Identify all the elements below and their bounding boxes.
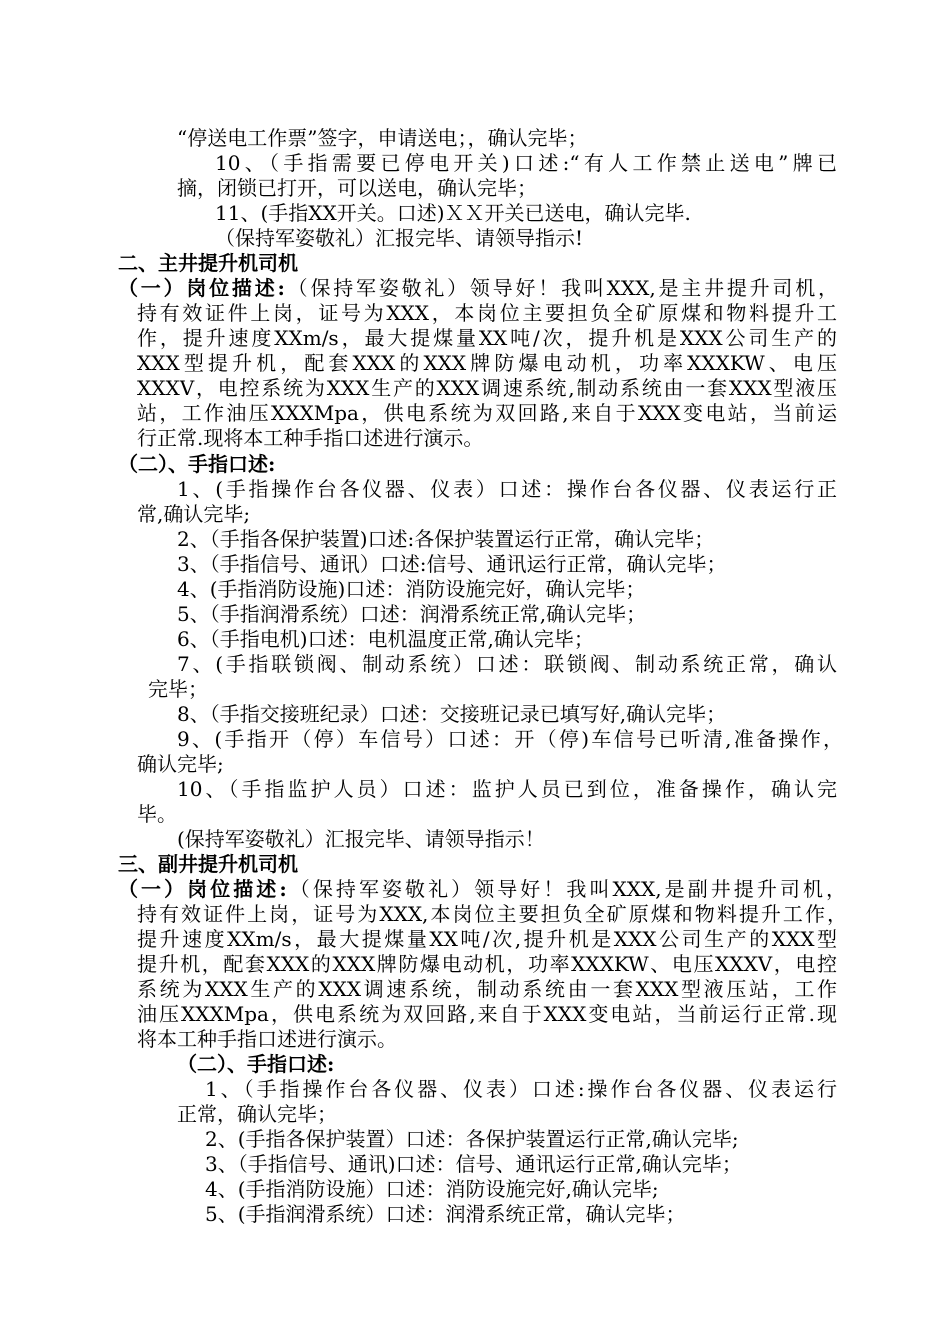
list-item: 4、(手指消防设施）口述：消防设施完好,确认完毕;	[205, 1177, 659, 1201]
list-item: 7、(手指联锁阀、制动系统）口述：联锁阀、制动系统正常，确认	[177, 652, 837, 676]
list-item: 3、（手指信号、通讯)口述：信号、通讯运行正常,确认完毕；	[205, 1152, 742, 1176]
description-label: （一）岗位描述:	[118, 276, 285, 300]
text-line: 提升机，配套XXX的XXX牌防爆电动机，功率XXXKW、电压XXXV，电控	[137, 952, 837, 976]
list-item: 6、（手指电机)口述：电机温度正常,确认完毕；	[177, 627, 594, 651]
closing-line: （保持军姿敬礼）汇报完毕、请领导指示!	[215, 226, 584, 250]
sub-heading: （二）、手指口述:	[118, 452, 276, 476]
text-line: XXX型提升机，配套XXX的XXX牌防爆电动机，功率XXXKW、电压	[137, 351, 837, 375]
text-line: 油压XXXMpa，供电系统为双回路,来自于XXX变电站，当前运行正常.现	[137, 1002, 837, 1026]
list-item: 3、（手指信号、通讯）口述:信号、通讯运行正常，确认完毕；	[177, 552, 727, 576]
list-item: 1、（手指操作台各仪器、仪表）口述:操作台各仪器、仪表运行	[205, 1077, 837, 1101]
list-item: 8、（手指交接班纪录）口述：交接班记录已填写好,确认完毕；	[177, 702, 727, 726]
text-line: 作，提升速度XXm/s，最大提煤量XX吨/次，提升机是XXX公司生产的	[137, 326, 837, 350]
section-heading: 二、主井提升机司机	[118, 251, 298, 275]
text-line: 10、（手指需要已停电开关)口述:“有人工作禁止送电”牌已	[215, 151, 837, 175]
section-heading: 三、副井提升机司机	[118, 852, 298, 876]
list-item: 4、(手指消防设施)口述：消防设施完好，确认完毕；	[177, 577, 646, 601]
text-line: XXXV，电控系统为XXX生产的XXX调速系统,制动系统由一套XXX型液压	[137, 376, 837, 400]
description-first-line	[118, 876, 846, 902]
text-line: 行正常.现将本工种手指口述进行演示。	[137, 426, 484, 450]
description-label: （一）岗位描述:	[118, 877, 287, 901]
list-item: 9、(手指开（停）车信号）口述：开（停)车信号已听清,准备操作，	[177, 727, 843, 751]
list-item: 确认完毕;	[137, 752, 224, 776]
description-first-line	[118, 275, 838, 301]
list-item: 2、（手指各保护装置)口述:各保护装置运行正常，确认完毕；	[177, 527, 715, 551]
closing-line: (保持军姿敬礼）汇报完毕、请领导指示！	[177, 827, 545, 851]
list-item: 常,确认完毕;	[137, 502, 251, 526]
list-item: 10、（手指监护人员）口述：监护人员已到位，准备操作，确认完	[177, 777, 837, 801]
text-line: 11、(手指XX开关。口述)ＸＸ开关已送电，确认完毕.	[215, 201, 691, 225]
text-line: 持有效证件上岗，证号为XXX,本岗位主要担负全矿原煤和物料提升工作，	[137, 902, 847, 926]
description-text: （保持军姿敬礼）领导好！我叫XXX,是副井提升司机，	[286, 877, 846, 901]
sub-heading: （二）、手指口述:	[177, 1052, 335, 1076]
description-text: （保持军姿敬礼）领导好！我叫XXX,是主井提升司机，	[284, 276, 838, 300]
text-line: 持有效证件上岗，证号为XXX，本岗位主要担负全矿原煤和物料提升工	[137, 301, 837, 325]
list-item: 完毕；	[148, 677, 208, 701]
list-item: 毕。	[137, 802, 177, 826]
text-line: 站，工作油压XXXMpa，供电系统为双回路,来自于XXX变电站，当前运	[137, 401, 837, 425]
list-item: 5、(手指润滑系统）口述：润滑系统正常，确认完毕；	[205, 1202, 686, 1226]
list-item: 正常，确认完毕；	[177, 1102, 337, 1126]
text-line: “停送电工作票”签字，申请送电；，确认完毕；	[177, 126, 588, 150]
list-item: 1、(手指操作台各仪器、仪表）口述：操作台各仪器、仪表运行正	[177, 477, 837, 501]
list-item: 5、（手指润滑系统）口述：润滑系统正常,确认完毕；	[177, 602, 647, 626]
text-line: 摘，闭锁已打开，可以送电，确认完毕；	[177, 176, 537, 200]
text-line: 将本工种手指口述进行演示。	[137, 1027, 397, 1051]
list-item: 2、(手指各保护装置）口述：各保护装置运行正常,确认完毕;	[205, 1127, 739, 1151]
text-line: 提升速度XXm/s，最大提煤量XX吨/次,提升机是XXX公司生产的XXX型	[137, 927, 837, 951]
text-line: 系统为XXX生产的XXX调速系统，制动系统由一套XXX型液压站，工作	[137, 977, 837, 1001]
